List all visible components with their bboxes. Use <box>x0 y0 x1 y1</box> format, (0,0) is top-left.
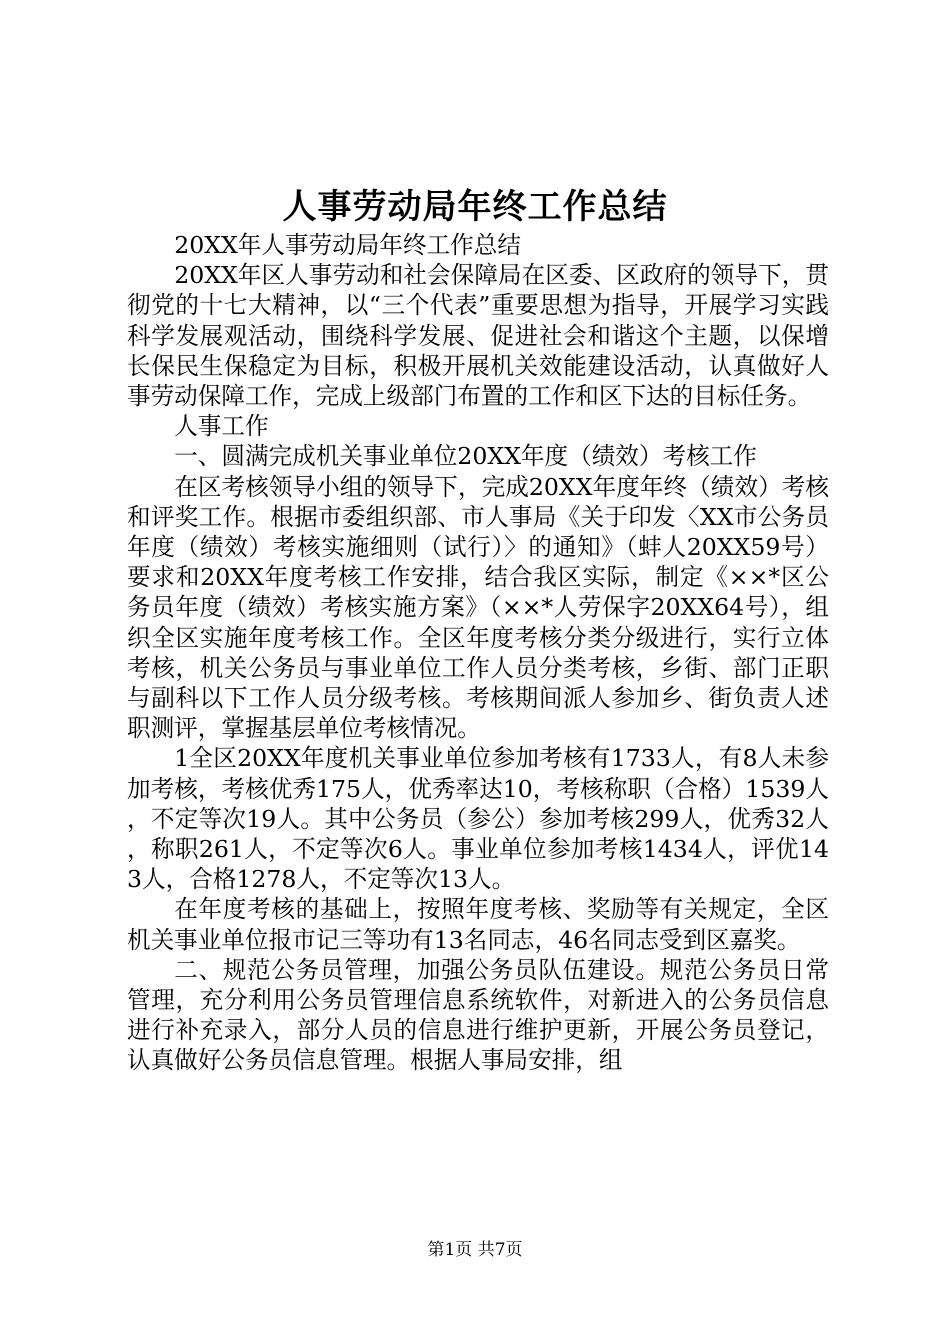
subsection-heading-1: 一、圆满完成机关事业单位20XX年度（绩效）考核工作 <box>174 442 757 471</box>
paragraph-intro: 20XX年区人事劳动和社会保障局在区委、区政府的领导下，贯彻党的十七大精神，以“三个代表”重要思想为指导，开展学习实践科学发展观活动，围绕科学发展、促进社会和谐这个主题，以保增长保民生保稳定为目标，积极开展机关效能建设活动，认真做好人事劳动保障工作，完成上级部门布置的工作和区下达的目标任务。 <box>127 261 829 411</box>
paragraph-statistics: 1全区20XX年度机关事业单位参加考核有1733人，有8人未参加考核，考核优秀175人，优秀率达10，考核称职（合格）1539人，不定等次19人。其中公务员（参公）参加考核299人，优秀32人，称职261人，不定等次6人。事业单位参加考核1434人，评优143人，合格1278人，不定等次13人。 <box>127 744 829 894</box>
paragraph-assessment: 在区考核领导小组的领导下，完成20XX年度年终（绩效）考核和评奖工作。根据市委组织部、市人事局《关于印发〈XX市公务员年度（绩效）考核实施细则（试行）〉的通知》（蚌人20XX59号）要求和20XX年度考核工作安排，结合我区实际，制定《××*区公务员年度（绩效）考核实施方案》（××*人劳保字20XX64号），组织全区实施年度考核工作。全区年度考核分类分级进行，实行立体考核，机关公务员与事业单位工作人员分类考核，乡街、部门正职与副科以下工作人员分级考核。考核期间派人参加乡、街负责人述职测评，掌握基层单位考核情况。 <box>127 472 829 743</box>
document-body <box>127 230 829 1076</box>
page-footer: 第1页 共7页 <box>427 1240 523 1260</box>
section-heading-personnel: 人事工作 <box>174 412 269 441</box>
paragraph-subtitle: 20XX年人事劳动局年终工作总结 <box>174 231 521 259</box>
paragraph-awards: 在年度考核的基础上，按照年度考核、奖励等有关规定，全区机关事业单位报市记三等功有13名同志，46名同志受到区嘉奖。 <box>127 895 829 954</box>
document-title: 人事劳动局年终工作总结 <box>282 187 668 227</box>
paragraph-civil-servant: 二、规范公务员管理，加强公务员队伍建设。规范公务员日常管理，充分利用公务员管理信息系统软件，对新进入的公务员信息进行补充录入，部分人员的信息进行维护更新，开展公务员登记，认真做好公务员信息管理。根据人事局安排，组 <box>127 955 829 1075</box>
